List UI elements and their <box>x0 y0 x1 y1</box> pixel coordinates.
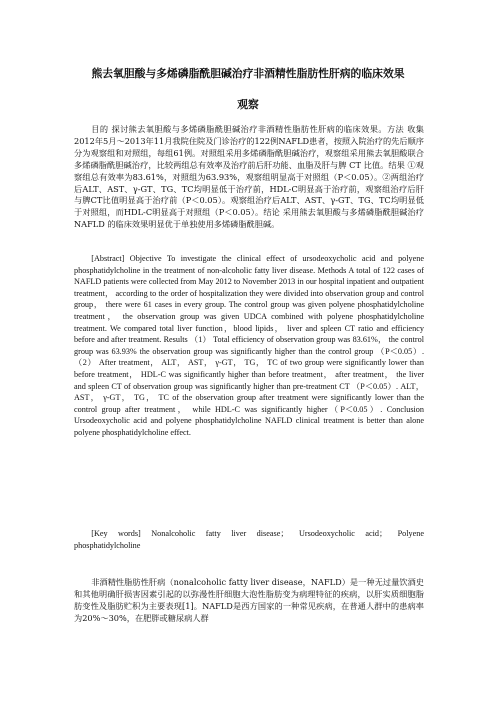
abstract-chinese: 目的 探讨熊去氧胆酸与多烯磷脂酰胆碱治疗非酒精性脂肪性肝病的临床效果。方法 收集2012年5月～2013年11月我院住院及门诊治疗的122例NAFLD患者，按照入院治疗的先后顺序分为观察组和对照组，每组61例。对照组采用多烯磷脂酰胆碱治疗，观察组采用熊去氧胆酸联合多烯磷脂酰胆碱治疗，比较两组总有效率及治疗前后肝功能、血脂及肝与脾 CT 比值。结果 ①观察组总有效率为83.61%，对照组为63.93%，观察组明显高于对照组（P＜0.05）。②两组治疗后ALT、AST、γ-GT、TG、TC均明显低于治疗前，HDL-C明显高于治疗前，观察组治疗后肝与脾CT比值明显高于治疗前（P＜0.05）。观察组治疗后ALT、AST、γ-GT、TG、TC均明显低于对照组，而HDL-C明显高于对照组（P＜0.05）。结论 采用熊去氧胆酸与多烯磷脂酰胆碱治疗 NAFLD 的临床效果明显优于单独使用多烯磷脂酰胆碱。 <box>74 124 424 230</box>
title-line-1: 熊去氧胆酸与多烯磷脂酰胆碱治疗非酒精性脂肪性肝病的临床效果 <box>91 67 405 80</box>
body-intro-paragraph: 非酒精性脂肪性肝病（nonalcoholic fatty liver disease，NAFLD）是一种无过量饮酒史和其他明确肝损害因素引起的以弥漫性肝细胞大泡性脂肪变为病理特征的疾病，以肝实质细胞脂肪变性及脂肪贮积为主要表现[1]。NAFLD是西方国家的一种常见疾病，在普通人群中的患病率为20%～30%，在肥胖或糖尿病人群 <box>74 577 424 623</box>
abstract-english: [Abstract] Objective To investigate the clinical effect of ursodeoxycholic acid and polyene phosphatidylcholine in the treatment of non-alcoholic fatty liver disease. Methods A total of 122 cases of NAFLD patients were collected from May 2012 to November 2013 in our hospital inpatient and outpatient treatment， according to the order of hospitalization they were divided into observation group and control group， there were 61 cases in every group. The control group was given polyene phosphatidylcholine treatment， the observation group was given UDCA combined with polyene phosphatidylcholine treatment. We compared total liver function，blood lipids， liver and spleen CT ratio and efficiency before and after treatment. Results （1） Total efficiency of observation group was 83.61%， the control group was 63.93% the observation group was significantly higher than the control group （P＜0.05）.（2） After treatment， ALT， AST， γ-GT， TG， TC of two group were significantly lower than before treatment， HDL-C was significantly higher than before treatment， after treatment， the liver and spleen CT of observation group was significantly higher than pre-treatment CT （P＜0.05）. ALT， AST， γ-GT， TG， TC of the observation group after treatment were significantly lower than the control group after treatment， while HDL-C was significantly higher（P＜0.05）. Conclusion Ursodeoxycholic acid and polyene phosphatidylcholine NAFLD clinical treatment is better than alone polyene phosphatidylcholine effect. <box>74 254 424 437</box>
article-title <box>60 67 436 112</box>
title-line-2: 观察 <box>237 98 259 111</box>
keywords-english: [Key words] Nonalcoholic fatty liver disease； Ursodeoxycholic acid； Polyene phosphatidylcholine <box>74 529 424 550</box>
